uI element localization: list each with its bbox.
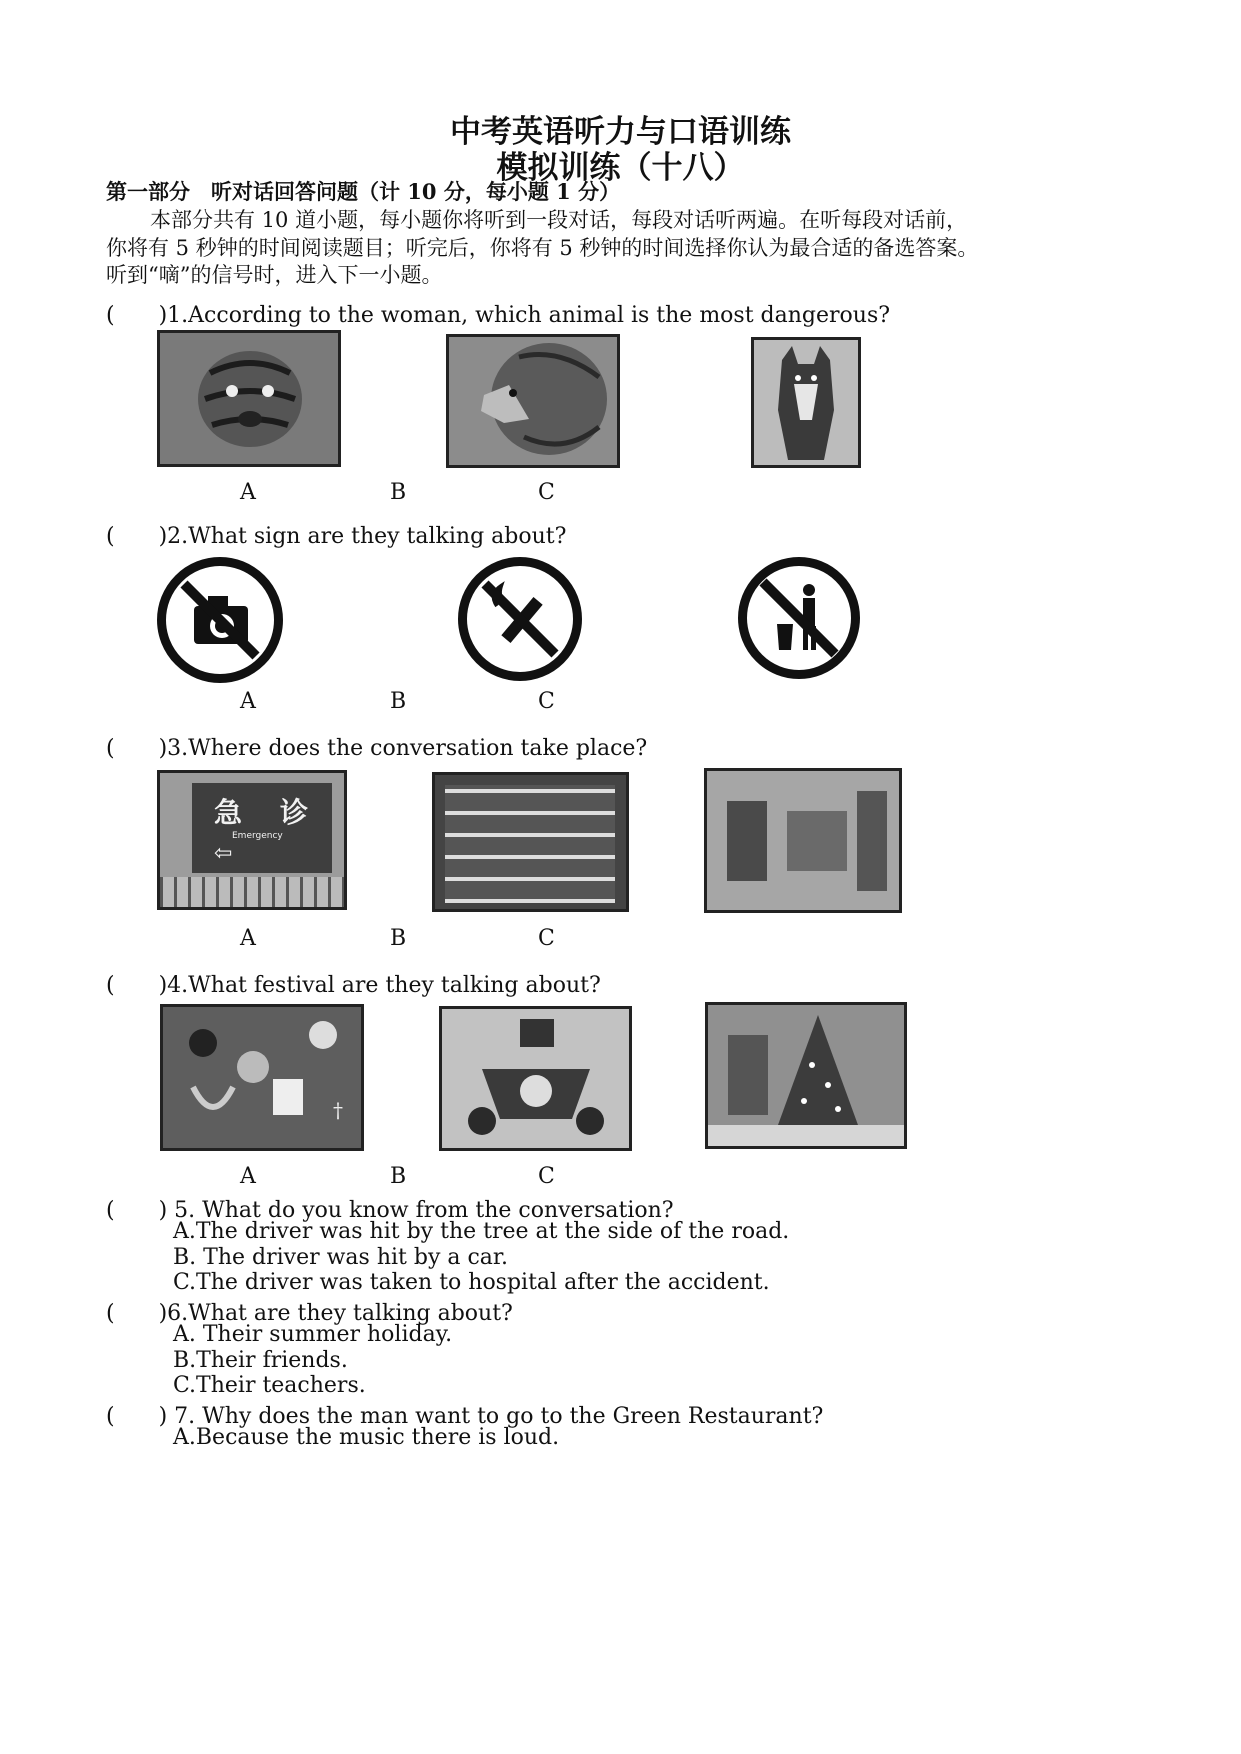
- question-2: [106, 519, 566, 550]
- sign-char: 诊: [280, 796, 309, 829]
- option-label-b: B: [390, 926, 407, 951]
- spring-festival-icon[interactable]: [439, 1006, 632, 1151]
- answer-blank[interactable]: ( ): [106, 736, 168, 761]
- option-a[interactable]: A. Their summer holiday.: [173, 1322, 453, 1347]
- svg-text:†: †: [333, 1098, 343, 1122]
- christmas-tree-icon[interactable]: [705, 1002, 907, 1149]
- instructions-line: 本部分共有 10 道小题，每小题你将听到一段对话，每段对话听两遍。在听每段对话前，: [150, 208, 968, 232]
- hospital-emergency-icon[interactable]: [157, 770, 347, 910]
- option-a[interactable]: A.The driver was hit by the tree at the side of the road.: [173, 1219, 790, 1244]
- option-label-c: C: [538, 480, 555, 505]
- option-label-a: A: [240, 1164, 256, 1189]
- question-text: 7. Why does the man want to go to the Green Restaurant?: [167, 1404, 824, 1429]
- tiger-icon[interactable]: [157, 330, 341, 467]
- option-a[interactable]: A.Because the music there is loud.: [173, 1425, 560, 1450]
- question-text: 5. What do you know from the conversation?: [167, 1198, 674, 1223]
- option-label-b: B: [390, 689, 407, 714]
- supermarket-icon[interactable]: [432, 772, 629, 912]
- section-heading: 第一部分 听对话回答问题（计 10 分，每小题 1 分）: [106, 179, 621, 204]
- room-icon[interactable]: [704, 768, 902, 913]
- option-label-c: C: [538, 1164, 555, 1189]
- page-title: 中考英语听力与口语训练: [450, 114, 791, 150]
- answer-blank[interactable]: ( ): [106, 973, 168, 998]
- option-label-c: C: [538, 689, 555, 714]
- answer-blank[interactable]: ( ): [106, 1301, 168, 1326]
- sign-english: Emergency: [232, 831, 283, 841]
- question-text: 2.What sign are they talking about?: [167, 524, 567, 549]
- question-text: 4.What festival are they talking about?: [167, 973, 601, 998]
- question-3: [106, 731, 647, 762]
- option-c[interactable]: C.The driver was taken to hospital after the accident.: [173, 1270, 770, 1295]
- question-text: 3.Where does the conversation take place?: [167, 736, 648, 761]
- question-1: [106, 298, 890, 329]
- dog-icon[interactable]: [751, 337, 861, 468]
- option-label-c: C: [538, 926, 555, 951]
- option-label-b: B: [390, 1164, 407, 1189]
- answer-blank[interactable]: ( ): [106, 524, 168, 549]
- option-label-a: A: [240, 480, 256, 505]
- instructions-line: 你将有 5 秒钟的时间阅读题目；听完后，你将有 5 秒钟的时间选择你认为最合适的备选答案。: [106, 236, 979, 260]
- option-label-b: B: [390, 480, 407, 505]
- option-b[interactable]: B.Their friends.: [173, 1348, 348, 1373]
- page-subtitle: 模拟训练（十八）: [496, 150, 745, 186]
- lion-icon[interactable]: [446, 334, 620, 468]
- question-text: 1.According to the woman, which animal is the most dangerous?: [167, 303, 891, 328]
- no-smoking-icon[interactable]: [458, 557, 582, 681]
- no-littering-icon[interactable]: [738, 557, 860, 679]
- option-label-a: A: [240, 926, 256, 951]
- option-label-a: A: [240, 689, 256, 714]
- answer-blank[interactable]: ( ): [106, 303, 168, 328]
- no-camera-icon[interactable]: [157, 557, 283, 683]
- option-c[interactable]: C.Their teachers.: [173, 1373, 366, 1398]
- arrow-left-icon: ⇦: [214, 841, 233, 866]
- option-b[interactable]: B. The driver was hit by a car.: [173, 1245, 509, 1270]
- instructions-line: 听到“嘀”的信号时，进入下一小题。: [106, 263, 443, 287]
- answer-blank[interactable]: ( ): [106, 1404, 168, 1429]
- answer-blank[interactable]: ( ): [106, 1198, 168, 1223]
- halloween-icon[interactable]: [160, 1004, 364, 1151]
- question-text: 6.What are they talking about?: [167, 1301, 513, 1326]
- question-4: [106, 968, 601, 999]
- sign-char: 急: [214, 796, 243, 829]
